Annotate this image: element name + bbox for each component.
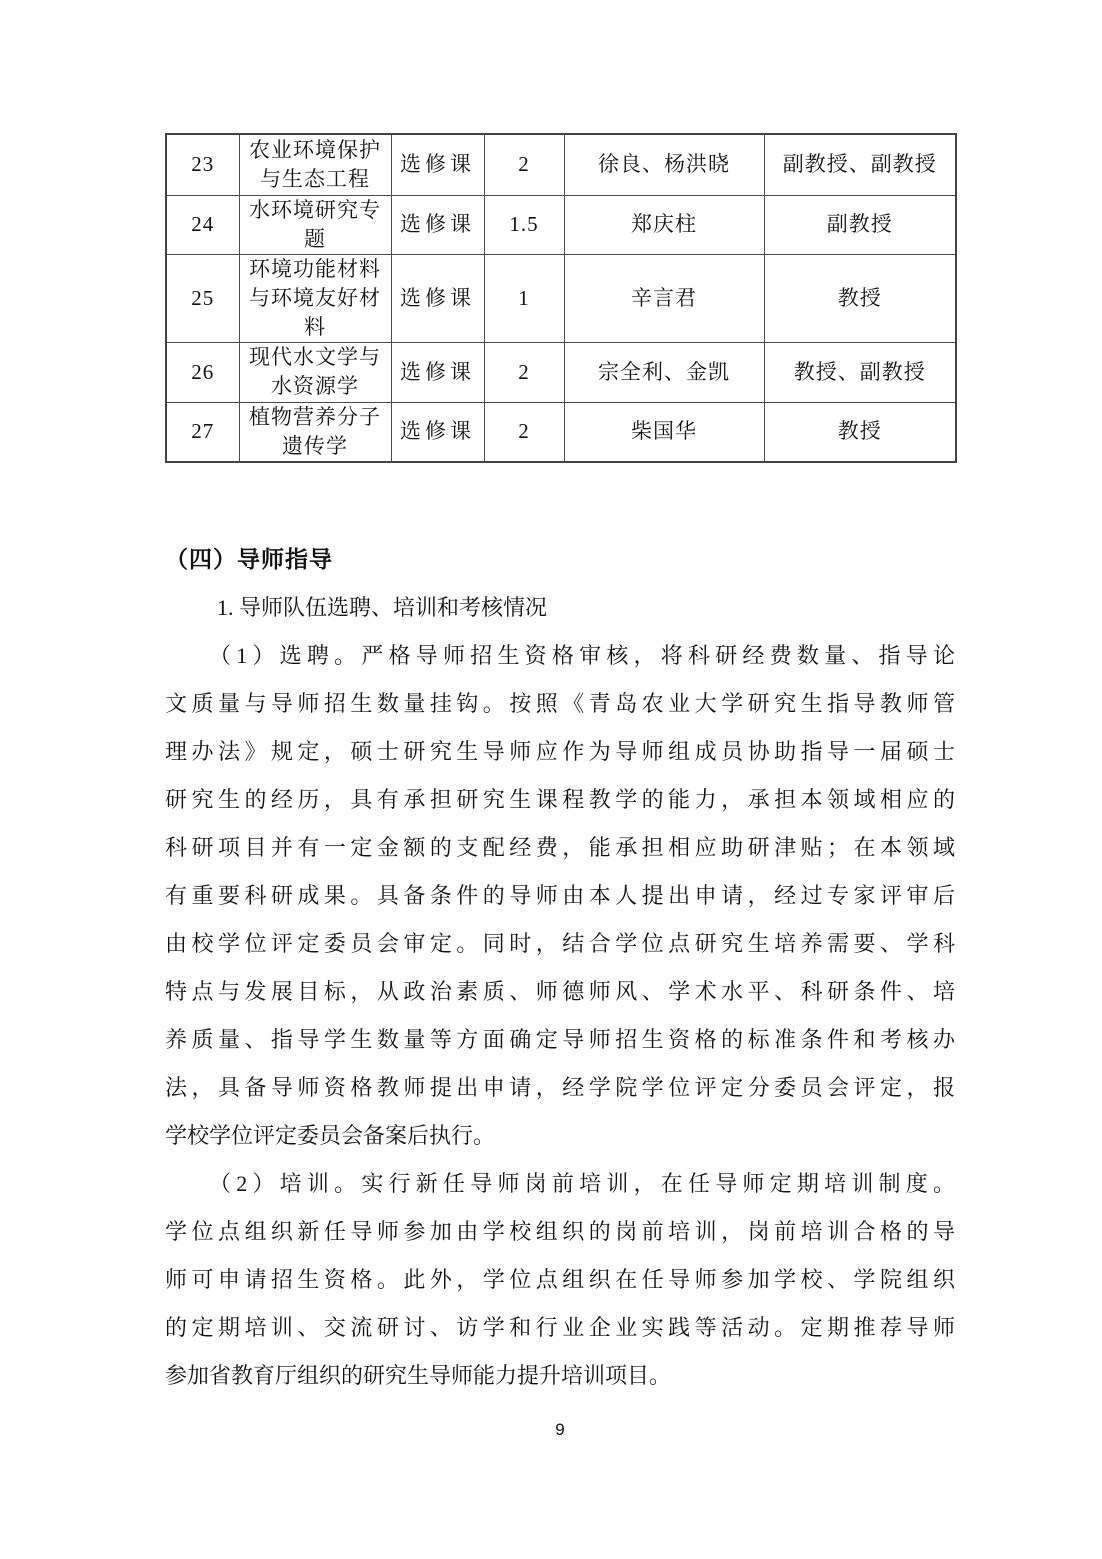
text-line: 学校学位评定委员会备案后执行。 [165, 1122, 496, 1148]
text-line: 法，具备导师资格教师提出申请，经学院学位评定分委员会评定，报 [165, 1074, 955, 1100]
cell-titles: 副教授、副教授 [764, 134, 956, 195]
cell-no: 25 [166, 254, 239, 342]
cell-no: 24 [166, 195, 239, 254]
table-row [166, 342, 956, 402]
text-line: 学位点组织新任导师参加由学校组织的岗前培训，岗前培训合格的导 [165, 1218, 955, 1244]
cell-titles: 教授 [764, 402, 956, 462]
cell-titles: 副教授 [764, 195, 956, 254]
text-line: （2）培训。实行新任导师岗前培训，在任导师定期培训制度。 [209, 1170, 955, 1196]
cell-no: 27 [166, 402, 239, 462]
text-line: 师可申请招生资格。此外，学位点组织在任导师参加学校、学院组织 [165, 1266, 955, 1292]
page-number: 9 [555, 1419, 565, 1439]
cell-course: 水环境研究专题 [239, 195, 391, 254]
cell-course: 农业环境保护与生态工程 [239, 134, 391, 195]
cell-course: 环境功能材料与环境友好材料 [239, 254, 391, 342]
cell-no: 23 [166, 134, 239, 195]
cell-titles: 教授 [764, 254, 956, 342]
cell-teachers: 柴国华 [564, 402, 764, 462]
cell-type: 选修课 [391, 402, 484, 462]
body-paragraphs [165, 632, 955, 1400]
cell-course: 现代水文学与水资源学 [239, 342, 391, 402]
text-line: 研究生的经历，具有承担研究生课程教学的能力，承担本领域相应的 [165, 786, 955, 812]
cell-credits: 2 [484, 402, 564, 462]
cell-credits: 2 [484, 134, 564, 195]
table-row [166, 402, 956, 462]
cell-teachers: 郑庆柱 [564, 195, 764, 254]
cell-teachers: 徐良、杨洪晓 [564, 134, 764, 195]
cell-teachers: 宗全利、金凯 [564, 342, 764, 402]
course-table-body [166, 134, 956, 462]
table-row [166, 134, 956, 195]
table-row [166, 195, 956, 254]
subsection-heading: 1. 导师队伍选聘、培训和考核情况 [217, 594, 548, 620]
text-line: 科研项目并有一定金额的支配经费，能承担相应助研津贴；在本领域 [165, 834, 955, 860]
text-line: （1）选聘。严格导师招生资格审核，将科研经费数量、指导论 [209, 642, 955, 668]
cell-type: 选修课 [391, 342, 484, 402]
text-line: 文质量与导师招生数量挂钩。按照《青岛农业大学研究生指导教师管 [165, 690, 955, 716]
text-line: 有重要科研成果。具备条件的导师由本人提出申请，经过专家评审后 [165, 882, 955, 908]
cell-type: 选修课 [391, 134, 484, 195]
course-table [165, 133, 957, 463]
cell-credits: 1 [484, 254, 564, 342]
cell-credits: 1.5 [484, 195, 564, 254]
text-line: 理办法》规定，硕士研究生导师应作为导师组成员协助指导一届硕士 [165, 738, 955, 764]
text-line: 由校学位评定委员会审定。同时，结合学位点研究生培养需要、学科 [165, 930, 955, 956]
cell-course: 植物营养分子遗传学 [239, 402, 391, 462]
cell-no: 26 [166, 342, 239, 402]
cell-type: 选修课 [391, 254, 484, 342]
paragraph-training [165, 1160, 955, 1400]
text-line: 特点与发展目标，从政治素质、师德师风、学术水平、科研条件、培 [165, 978, 955, 1004]
paragraph-recruitment [165, 632, 955, 1160]
text-line: 的定期培训、交流研讨、访学和行业企业实践等活动。定期推荐导师 [165, 1314, 955, 1340]
cell-teachers: 辛言君 [564, 254, 764, 342]
section-heading: （四）导师指导 [165, 546, 333, 572]
text-line: 参加省教育厅组织的研究生导师能力提升培训项目。 [165, 1362, 672, 1388]
table-row [166, 254, 956, 342]
cell-type: 选修课 [391, 195, 484, 254]
cell-credits: 2 [484, 342, 564, 402]
cell-titles: 教授、副教授 [764, 342, 956, 402]
text-line: 养质量、指导学生数量等方面确定导师招生资格的标准条件和考核办 [165, 1026, 955, 1052]
